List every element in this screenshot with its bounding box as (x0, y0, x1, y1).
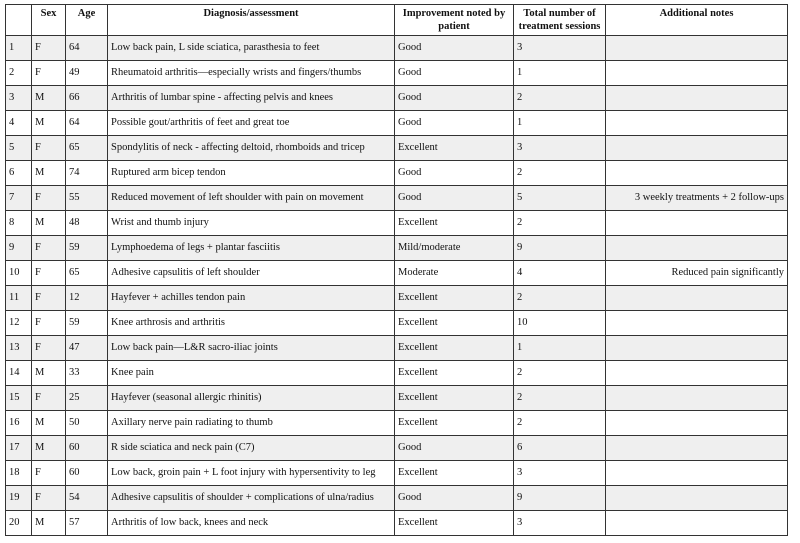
cell-improvement: Moderate (395, 261, 514, 286)
table-row (6, 361, 788, 386)
cell-sex: M (32, 511, 66, 536)
header-improvement: Improvement noted by patient (395, 5, 514, 36)
cell-sex: F (32, 36, 66, 61)
cell-improvement: Excellent (395, 286, 514, 311)
cell-notes (606, 311, 788, 336)
cell-diagnosis: Wrist and thumb injury (108, 211, 395, 236)
cell-age: 60 (66, 436, 108, 461)
table-row (6, 411, 788, 436)
cell-num: 1 (6, 36, 32, 61)
cell-improvement: Excellent (395, 411, 514, 436)
table-row (6, 136, 788, 161)
cell-improvement: Good (395, 161, 514, 186)
table-row (6, 61, 788, 86)
cell-improvement: Excellent (395, 461, 514, 486)
header-notes: Additional notes (606, 5, 788, 36)
cell-num: 19 (6, 486, 32, 511)
cell-sessions: 3 (514, 511, 606, 536)
cell-age: 12 (66, 286, 108, 311)
cell-sex: F (32, 461, 66, 486)
cell-sessions: 3 (514, 136, 606, 161)
table-row (6, 511, 788, 536)
cell-diagnosis: Arthritis of lumbar spine - affecting pelvis and knees (108, 86, 395, 111)
cell-age: 47 (66, 336, 108, 361)
cell-notes (606, 386, 788, 411)
cell-sessions: 2 (514, 361, 606, 386)
cell-improvement: Excellent (395, 386, 514, 411)
cell-improvement: Excellent (395, 136, 514, 161)
cell-improvement: Mild/moderate (395, 236, 514, 261)
cell-sessions: 6 (514, 436, 606, 461)
cell-notes: 3 weekly treatments + 2 follow-ups (606, 186, 788, 211)
cell-diagnosis: Axillary nerve pain radiating to thumb (108, 411, 395, 436)
cell-age: 48 (66, 211, 108, 236)
cell-num: 14 (6, 361, 32, 386)
cell-notes (606, 461, 788, 486)
table-row (6, 186, 788, 211)
cell-sex: F (32, 286, 66, 311)
cell-sessions: 2 (514, 286, 606, 311)
header-age: Age (66, 5, 108, 36)
cell-notes (606, 361, 788, 386)
cell-sex: M (32, 111, 66, 136)
cell-diagnosis: Low back pain, L side sciatica, parasthesia to feet (108, 36, 395, 61)
table-row (6, 236, 788, 261)
cell-sessions: 2 (514, 211, 606, 236)
cell-sex: F (32, 336, 66, 361)
cell-notes (606, 436, 788, 461)
cell-num: 7 (6, 186, 32, 211)
cell-diagnosis: Arthritis of low back, knees and neck (108, 511, 395, 536)
cell-sessions: 10 (514, 311, 606, 336)
table-row (6, 161, 788, 186)
cell-improvement: Good (395, 186, 514, 211)
cell-improvement: Good (395, 61, 514, 86)
cell-age: 49 (66, 61, 108, 86)
cell-diagnosis: Low back pain—L&R sacro-iliac joints (108, 336, 395, 361)
cell-age: 25 (66, 386, 108, 411)
cell-age: 59 (66, 311, 108, 336)
cell-age: 60 (66, 461, 108, 486)
cell-notes (606, 286, 788, 311)
cell-notes (606, 161, 788, 186)
cell-age: 64 (66, 36, 108, 61)
cell-improvement: Good (395, 486, 514, 511)
cell-num: 5 (6, 136, 32, 161)
cell-notes (606, 111, 788, 136)
cell-improvement: Good (395, 436, 514, 461)
table-row (6, 211, 788, 236)
cell-age: 33 (66, 361, 108, 386)
cell-diagnosis: Adhesive capsulitis of left shoulder (108, 261, 395, 286)
cell-diagnosis: Possible gout/arthritis of feet and great toe (108, 111, 395, 136)
table-row (6, 111, 788, 136)
cell-diagnosis: Spondylitis of neck - affecting deltoid, rhomboids and tricep (108, 136, 395, 161)
cell-improvement: Good (395, 111, 514, 136)
cell-num: 15 (6, 386, 32, 411)
cell-num: 11 (6, 286, 32, 311)
table-row (6, 386, 788, 411)
cell-notes (606, 236, 788, 261)
cell-diagnosis: Lymphoedema of legs + plantar fasciitis (108, 236, 395, 261)
cell-num: 18 (6, 461, 32, 486)
cell-diagnosis: Hayfever + achilles tendon pain (108, 286, 395, 311)
header-sex: Sex (32, 5, 66, 36)
table-body (6, 36, 788, 536)
cell-notes: Reduced pain significantly (606, 261, 788, 286)
cell-sex: F (32, 486, 66, 511)
header-diagnosis: Diagnosis/assessment (108, 5, 395, 36)
cell-sex: M (32, 86, 66, 111)
cell-sex: F (32, 61, 66, 86)
cell-sessions: 3 (514, 36, 606, 61)
cell-sex: F (32, 236, 66, 261)
cell-sessions: 2 (514, 86, 606, 111)
cell-improvement: Excellent (395, 211, 514, 236)
cell-num: 6 (6, 161, 32, 186)
cell-sessions: 2 (514, 411, 606, 436)
header-row (6, 5, 788, 36)
cell-sex: M (32, 411, 66, 436)
header-sessions: Total number of treatment sessions (514, 5, 606, 36)
cell-age: 50 (66, 411, 108, 436)
cell-improvement: Excellent (395, 311, 514, 336)
cell-notes (606, 511, 788, 536)
cell-sex: M (32, 436, 66, 461)
cell-improvement: Excellent (395, 361, 514, 386)
header-num (6, 5, 32, 36)
table-row (6, 486, 788, 511)
cell-age: 55 (66, 186, 108, 211)
cell-notes (606, 136, 788, 161)
table-row (6, 86, 788, 111)
cell-num: 8 (6, 211, 32, 236)
cell-diagnosis: Adhesive capsulitis of shoulder + complications of ulna/radius (108, 486, 395, 511)
cell-age: 57 (66, 511, 108, 536)
cell-diagnosis: Knee arthrosis and arthritis (108, 311, 395, 336)
cell-diagnosis: Ruptured arm bicep tendon (108, 161, 395, 186)
cell-num: 20 (6, 511, 32, 536)
cell-sessions: 4 (514, 261, 606, 286)
patient-outcomes-table (5, 4, 788, 536)
cell-diagnosis: Knee pain (108, 361, 395, 386)
cell-notes (606, 86, 788, 111)
cell-age: 66 (66, 86, 108, 111)
cell-diagnosis: Reduced movement of left shoulder with pain on movement (108, 186, 395, 211)
cell-sessions: 5 (514, 186, 606, 211)
cell-sessions: 9 (514, 236, 606, 261)
cell-sex: F (32, 261, 66, 286)
cell-sex: M (32, 211, 66, 236)
cell-improvement: Excellent (395, 336, 514, 361)
cell-improvement: Excellent (395, 511, 514, 536)
cell-improvement: Good (395, 86, 514, 111)
cell-age: 74 (66, 161, 108, 186)
cell-diagnosis: Rheumatoid arthritis—especially wrists and fingers/thumbs (108, 61, 395, 86)
cell-num: 12 (6, 311, 32, 336)
cell-sex: F (32, 136, 66, 161)
cell-notes (606, 486, 788, 511)
cell-sessions: 1 (514, 61, 606, 86)
cell-sessions: 3 (514, 461, 606, 486)
table-row (6, 436, 788, 461)
cell-notes (606, 61, 788, 86)
cell-num: 4 (6, 111, 32, 136)
cell-diagnosis: R side sciatica and neck pain (C7) (108, 436, 395, 461)
cell-notes (606, 336, 788, 361)
cell-age: 65 (66, 136, 108, 161)
cell-sex: M (32, 361, 66, 386)
cell-diagnosis: Hayfever (seasonal allergic rhinitis) (108, 386, 395, 411)
table-row (6, 261, 788, 286)
cell-sessions: 2 (514, 386, 606, 411)
cell-diagnosis: Low back, groin pain + L foot injury with hypersentivity to leg (108, 461, 395, 486)
cell-sex: F (32, 386, 66, 411)
table-row (6, 461, 788, 486)
cell-num: 10 (6, 261, 32, 286)
cell-num: 2 (6, 61, 32, 86)
cell-sessions: 9 (514, 486, 606, 511)
cell-sessions: 1 (514, 336, 606, 361)
cell-sex: M (32, 161, 66, 186)
cell-num: 16 (6, 411, 32, 436)
cell-improvement: Good (395, 36, 514, 61)
cell-notes (606, 36, 788, 61)
cell-age: 59 (66, 236, 108, 261)
cell-sessions: 1 (514, 111, 606, 136)
cell-sex: F (32, 311, 66, 336)
cell-sex: F (32, 186, 66, 211)
cell-num: 17 (6, 436, 32, 461)
table-row (6, 311, 788, 336)
table-row (6, 336, 788, 361)
cell-age: 54 (66, 486, 108, 511)
cell-num: 3 (6, 86, 32, 111)
cell-num: 13 (6, 336, 32, 361)
cell-sessions: 2 (514, 161, 606, 186)
cell-notes (606, 211, 788, 236)
table-row (6, 286, 788, 311)
cell-num: 9 (6, 236, 32, 261)
cell-notes (606, 411, 788, 436)
table-row (6, 36, 788, 61)
cell-age: 64 (66, 111, 108, 136)
cell-age: 65 (66, 261, 108, 286)
